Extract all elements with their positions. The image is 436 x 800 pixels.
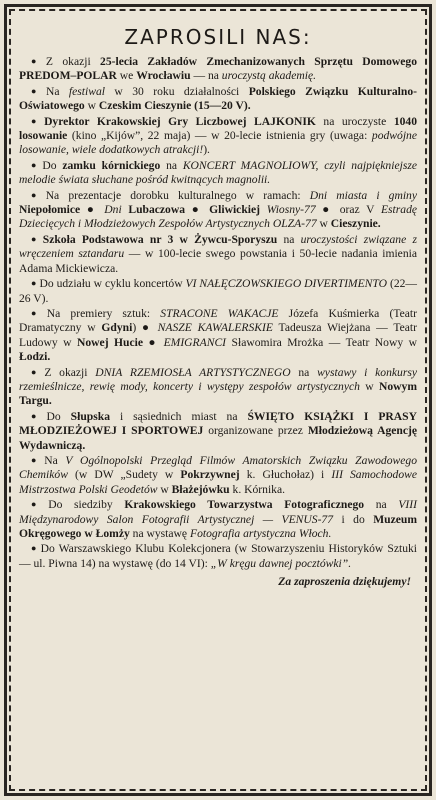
bullet-icon: ●: [31, 307, 44, 318]
bullet-icon: ●: [31, 278, 37, 289]
item-text-segment: VI NAŁĘCZOWSKIEGO DIVERTIMENTO: [185, 277, 388, 291]
item-text-segment: NASZE KAWALERSKIE: [157, 321, 273, 335]
item-text-segment: we: [119, 69, 137, 83]
item-text-segment: na: [277, 232, 301, 246]
item-text-segment: Błażejówku: [171, 482, 230, 496]
item-text-segment: w: [84, 99, 99, 113]
item-text-segment: 1040 losowanie: [19, 114, 418, 143]
item-text-segment: w: [359, 379, 380, 393]
bullet-icon: ●: [31, 543, 38, 554]
item-text-segment: Z okazji: [45, 55, 101, 68]
item-text-segment: [260, 203, 267, 216]
invitation-item: [19, 189, 417, 232]
item-text-segment: Fotografia artystyczna Włoch.: [189, 527, 332, 540]
item-text-segment: uroczystą akademię.: [221, 69, 317, 83]
item-text-segment: Do siedziby: [48, 498, 125, 512]
item-text-segment: (22—26 V).: [19, 277, 418, 305]
invitation-item: [19, 159, 417, 188]
item-text-segment: STRACONE WAKACJE: [160, 306, 279, 320]
invitation-item: [19, 233, 417, 276]
article-body: [19, 25, 417, 783]
bullet-icon: ●: [31, 366, 42, 377]
item-text-segment: Estradę Dziecięcych i Młodzieżowych Zespołów Artystycznych OLZA-77: [19, 203, 418, 231]
item-text-segment: Do udziału w cyklu koncertów: [39, 277, 186, 291]
item-text-segment: — w 100-lecie swego powstania i 50-lecie nadania imienia Adama Mickiewicza.: [19, 247, 417, 275]
item-text-segment: Z okazji: [44, 365, 96, 379]
item-text-segment: Muzeum Okręgowego w Łomży: [19, 512, 417, 540]
item-text-segment: Na prezentacje dorobku kulturalnego w ramach:: [45, 188, 310, 202]
item-text-segment: organizowane przez: [203, 424, 308, 438]
item-text-segment: Pokrzywnej: [180, 468, 240, 482]
item-text-segment: na: [160, 158, 183, 172]
invitation-item: [19, 115, 417, 158]
invitation-list: [19, 55, 417, 571]
item-text-segment: w: [157, 482, 172, 496]
item-text-segment: w 30 roku działalności: [105, 84, 249, 98]
invitation-item: [19, 55, 417, 84]
item-text-segment: i do: [333, 512, 374, 526]
item-text-segment: Lubaczowa: [128, 203, 186, 217]
invitation-item: [19, 498, 417, 541]
bullet-icon: ●: [31, 410, 44, 421]
item-text-segment: Dni miasta i gminy: [309, 188, 418, 202]
item-text-segment: — na: [190, 69, 222, 83]
item-text-segment: ●: [80, 203, 105, 217]
bullet-icon: ●: [31, 233, 40, 244]
item-text-segment: EMIGRANCI: [163, 335, 227, 349]
item-text-segment: III Samochodowe Mistrzostwa Polski Geodetów: [19, 468, 417, 496]
item-text-segment: Nowym Targu.: [19, 379, 418, 408]
item-text-segment: DNIA RZEMIOSŁA ARTYSTYCZNEGO: [95, 365, 291, 379]
item-text-segment: ●: [143, 335, 164, 349]
invitation-item: [19, 366, 417, 409]
bullet-icon: ●: [31, 189, 43, 200]
item-text-segment: ).: [203, 143, 210, 157]
item-text-segment: k. Kórnika.: [229, 482, 286, 496]
item-text-segment: Niepołomice: [19, 203, 81, 217]
bullet-icon: ●: [31, 454, 42, 465]
article-frame: [4, 4, 432, 796]
item-text-segment: Do Warszawskiego Klubu Kolekcjonera (w Stowarzyszeniu Historyków Sztuki — ul. Piwna 14) na wystawę (do 14 VI):: [19, 542, 418, 570]
item-text-segment: na: [290, 365, 318, 379]
item-text-segment: uroczystości związane z wręczeniem sztandaru: [19, 232, 417, 261]
bullet-icon: ●: [31, 499, 46, 510]
item-text-segment: podwójne losowanie, wiele dodatkowych atrakcji!: [19, 129, 417, 157]
item-text-segment: i sąsiednich miast na: [110, 409, 248, 423]
item-text-segment: (w DW „Sudety w: [67, 468, 181, 482]
item-text-segment: Wrocławiu: [136, 69, 191, 83]
item-text-segment: Na: [44, 453, 66, 467]
invitation-item: [19, 85, 417, 114]
item-text-segment: Cieszynie.: [330, 217, 381, 231]
bullet-icon: ●: [31, 56, 43, 66]
bullet-icon: ●: [31, 85, 43, 96]
invitation-item: [19, 410, 417, 453]
item-text-segment: „W kręgu dawnej pocztówki”.: [210, 556, 352, 570]
item-text-segment: Czeskim Cieszynie (15—20 V).: [98, 99, 251, 113]
item-text-segment: na uroczyste: [315, 114, 394, 128]
item-text-segment: Słupska: [70, 409, 110, 423]
item-text-segment: w: [316, 217, 331, 231]
item-text-segment: na: [364, 498, 399, 512]
closing-thanks: Za zaproszenia dziękujemy!: [278, 575, 411, 589]
item-text-segment: V Ogólnopolski Przegląd Filmów Amatorskich Związku Zawodowego Chemików: [19, 453, 418, 482]
item-text-segment: ● oraz V: [315, 203, 381, 217]
item-text-segment: Polskiego Związku Kulturalno-Oświatowego: [19, 84, 417, 113]
item-text-segment: (kino „Kijów”, 22 maja) — w 20-lecie istnienia gry (uwaga:: [67, 129, 372, 143]
item-text-segment: Sławomira Mrożka — Teatr Nowy w: [226, 335, 417, 349]
item-text-segment: Tadeusza Wiejżana — Teatr Ludowy w: [19, 321, 417, 349]
bullet-icon: ●: [31, 159, 40, 170]
item-text-segment: Do: [46, 409, 71, 423]
item-text-segment: Gliwickiej: [209, 203, 261, 217]
item-text-segment: festiwal: [68, 84, 105, 98]
item-text-segment: VIII Międzynarodowy Salon Fotografii Artystycznej — VENUS-77: [19, 498, 417, 526]
item-text-segment: Na: [45, 84, 69, 98]
article-title: ZAPROSILI NAS:: [124, 25, 312, 49]
item-text-segment: Dyrektor Krakowskiej Gry Liczbowej LAJKONIK: [44, 114, 316, 128]
item-text-segment: na wystawę: [129, 527, 190, 540]
invitation-item: [19, 542, 417, 571]
item-text-segment: Łodzi.: [19, 350, 51, 364]
bullet-icon: ●: [31, 115, 42, 126]
item-text-segment: Gdyni: [101, 321, 133, 335]
item-text-segment: Wiosny-77: [266, 203, 316, 217]
item-text-segment: Do: [42, 158, 63, 172]
item-text-segment: Młodzieżową Agencję Wydawniczą.: [19, 424, 417, 452]
item-text-segment: Na premiery sztuk:: [46, 306, 161, 320]
item-text-segment: Nowej Hucie: [77, 335, 144, 349]
item-text-segment: k. Głuchołaz) i: [239, 468, 332, 482]
item-text-segment: PREDOM–POLAR: [19, 69, 120, 83]
invitation-item: [19, 277, 417, 306]
item-text-segment: Józefa Kuśmierka (Teatr Dramatyczny w: [19, 306, 418, 335]
item-text-segment: ŚWIĘTO KSIĄŻKI I PRASY MŁODZIEŻOWEJ I SPORTOWEJ: [19, 409, 417, 438]
invitation-item: [19, 307, 417, 365]
item-text-segment: zamku kórnickiego: [62, 158, 161, 172]
item-text-segment: wystawy i konkursy rzemieślnicze, rewię mody, koncerty i występy zespołów artystycznych: [19, 365, 417, 393]
invitation-item: [19, 454, 417, 497]
item-text-segment: 25-lecia Zakładów Zmechanizowanych Sprzętu Domowego: [100, 55, 418, 68]
item-text-segment: Szkoła Podstawowa nr 3 w Żywcu-Sporyszu: [42, 232, 278, 246]
item-text-segment: Dni: [104, 203, 129, 217]
item-text-segment: ) ●: [132, 321, 158, 335]
item-text-segment: ●: [185, 203, 210, 217]
item-text-segment: KONCERT MAGNOLIOWY, czyli najpiękniejsze melodie świata słuchane pośród kwitnących magnolii.: [19, 158, 417, 187]
item-text-segment: Krakowskiego Towarzystwa Fotograficznego: [124, 498, 365, 512]
